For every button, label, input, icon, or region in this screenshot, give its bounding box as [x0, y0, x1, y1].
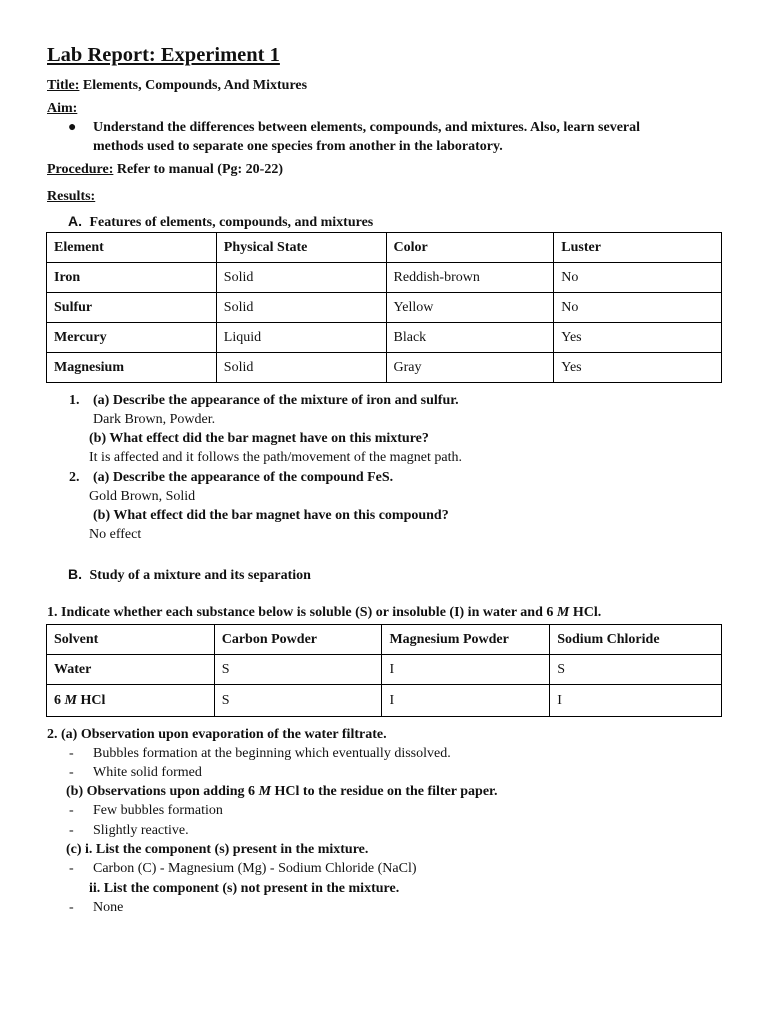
- solubility-question-end: HCl.: [572, 605, 602, 620]
- procedure-label: Procedure:: [47, 162, 114, 177]
- answer-2a-2: White solid formed: [93, 765, 202, 780]
- dash: -: [69, 746, 74, 761]
- table-cell: Yes: [554, 353, 722, 383]
- table-row: [47, 263, 722, 293]
- dash: -: [69, 765, 74, 780]
- section-a-letter: A.: [68, 213, 82, 229]
- question-2-number: 2.: [69, 470, 80, 485]
- dash: -: [69, 823, 74, 838]
- table-header-cell: Carbon Powder: [214, 625, 382, 655]
- question-1-number: 1.: [69, 393, 80, 408]
- table-cell: Yes: [554, 323, 722, 353]
- table-cell: Black: [386, 323, 554, 353]
- table-cell: No: [554, 263, 722, 293]
- title-label: Title:: [47, 78, 80, 93]
- table-header-cell: Sodium Chloride: [550, 625, 722, 655]
- answer-2b: No effect: [89, 527, 142, 542]
- elements-table: [46, 232, 722, 383]
- table-cell: [47, 685, 215, 717]
- answer-2c: Carbon (C) - Magnesium (Mg) - Sodium Chloride (NaCl): [93, 861, 417, 876]
- table-cell: Sulfur: [47, 293, 217, 323]
- question-2a-b: 2. (a) Observation upon evaporation of the water filtrate.: [47, 727, 387, 742]
- table-header-cell: Color: [386, 233, 554, 263]
- molarity-symbol: M: [556, 605, 570, 620]
- dash: -: [69, 803, 74, 818]
- table-cell: Solid: [216, 293, 386, 323]
- question-2b-end: HCl to the residue on the filter paper.: [274, 784, 498, 799]
- table-header-cell: Magnesium Powder: [382, 625, 550, 655]
- dash: -: [69, 861, 74, 876]
- table-cell: Liquid: [216, 323, 386, 353]
- table-header-row: [47, 625, 722, 655]
- section-b-title: Study of a mixture and its separation: [89, 568, 311, 583]
- table-cell: No: [554, 293, 722, 323]
- table-cell: I: [382, 655, 550, 685]
- answer-2c-ii: None: [93, 900, 124, 915]
- question-2b-text: (b) Observations upon adding 6: [66, 784, 256, 799]
- question-1b: (b) What effect did the bar magnet have on this mixture?: [89, 431, 429, 446]
- answer-2b-1: Few bubbles formation: [93, 803, 223, 818]
- procedure-text: Refer to manual (Pg: 20-22): [116, 162, 284, 177]
- table-header-cell: Luster: [554, 233, 722, 263]
- table-cell: Solid: [216, 263, 386, 293]
- results-label: Results:: [47, 189, 96, 204]
- answer-2a: Gold Brown, Solid: [89, 489, 196, 504]
- aim-label: Aim:: [47, 101, 78, 116]
- question-2b: (b) What effect did the bar magnet have on this compound?: [93, 508, 449, 523]
- table-cell: Yellow: [386, 293, 554, 323]
- aim-bullet: ●: [68, 120, 77, 135]
- aim-line-2: methods used to separate one species from another in the laboratory.: [93, 139, 503, 154]
- section-b-letter: B.: [68, 566, 82, 582]
- table-row: [47, 685, 722, 717]
- answer-2a-1: Bubbles formation at the beginning which eventually dissolved.: [93, 746, 451, 761]
- table-cell: S: [214, 685, 382, 717]
- solubility-question: [47, 605, 601, 621]
- section-a-title: Features of elements, compounds, and mixtures: [89, 215, 374, 230]
- question-1a: (a) Describe the appearance of the mixture of iron and sulfur.: [93, 393, 459, 408]
- table-cell: Solid: [216, 353, 386, 383]
- table-row: [47, 353, 722, 383]
- solubility-question-text: 1. Indicate whether each substance below is soluble (S) or insoluble (I) in water and 6: [47, 605, 554, 620]
- table-cell: Water: [47, 655, 215, 685]
- table-header-cell: Physical State: [216, 233, 386, 263]
- answer-1b: It is affected and it follows the path/movement of the magnet path.: [89, 450, 462, 465]
- answer-2b-2: Slightly reactive.: [93, 823, 189, 838]
- hcl-number: 6: [54, 692, 61, 708]
- section-b-heading: [68, 566, 311, 584]
- molarity-symbol: M: [64, 692, 77, 708]
- table-cell: Gray: [386, 353, 554, 383]
- dash: -: [69, 900, 74, 915]
- table-cell: I: [550, 685, 722, 717]
- table-row: [47, 293, 722, 323]
- table-cell: S: [550, 655, 722, 685]
- question-2b-b: [66, 784, 497, 800]
- table-header-cell: Element: [47, 233, 217, 263]
- question-2c: (c) i. List the component (s) present in the mixture.: [66, 842, 369, 857]
- table-cell: I: [382, 685, 550, 717]
- title-line: [47, 78, 307, 94]
- section-a-heading: [68, 213, 373, 231]
- table-cell: Iron: [47, 263, 217, 293]
- question-2a: (a) Describe the appearance of the compound FeS.: [93, 470, 394, 485]
- question-2c-ii: ii. List the component (s) not present in the mixture.: [89, 881, 400, 896]
- table-cell: Mercury: [47, 323, 217, 353]
- answer-1a: Dark Brown, Powder.: [93, 412, 216, 427]
- molarity-symbol: M: [258, 784, 272, 799]
- solubility-table: [46, 624, 722, 717]
- table-header-cell: Solvent: [47, 625, 215, 655]
- table-cell: Magnesium: [47, 353, 217, 383]
- table-cell: S: [214, 655, 382, 685]
- procedure-line: [47, 162, 283, 178]
- title-text: Elements, Compounds, And Mixtures: [82, 78, 308, 93]
- page-title: Lab Report: Experiment 1: [47, 44, 280, 66]
- table-row: [47, 323, 722, 353]
- hcl-label: HCl: [80, 692, 106, 708]
- table-header-row: [47, 233, 722, 263]
- table-cell: Reddish-brown: [386, 263, 554, 293]
- aim-line-1: Understand the differences between elements, compounds, and mixtures. Also, learn several: [93, 120, 641, 135]
- table-row: [47, 655, 722, 685]
